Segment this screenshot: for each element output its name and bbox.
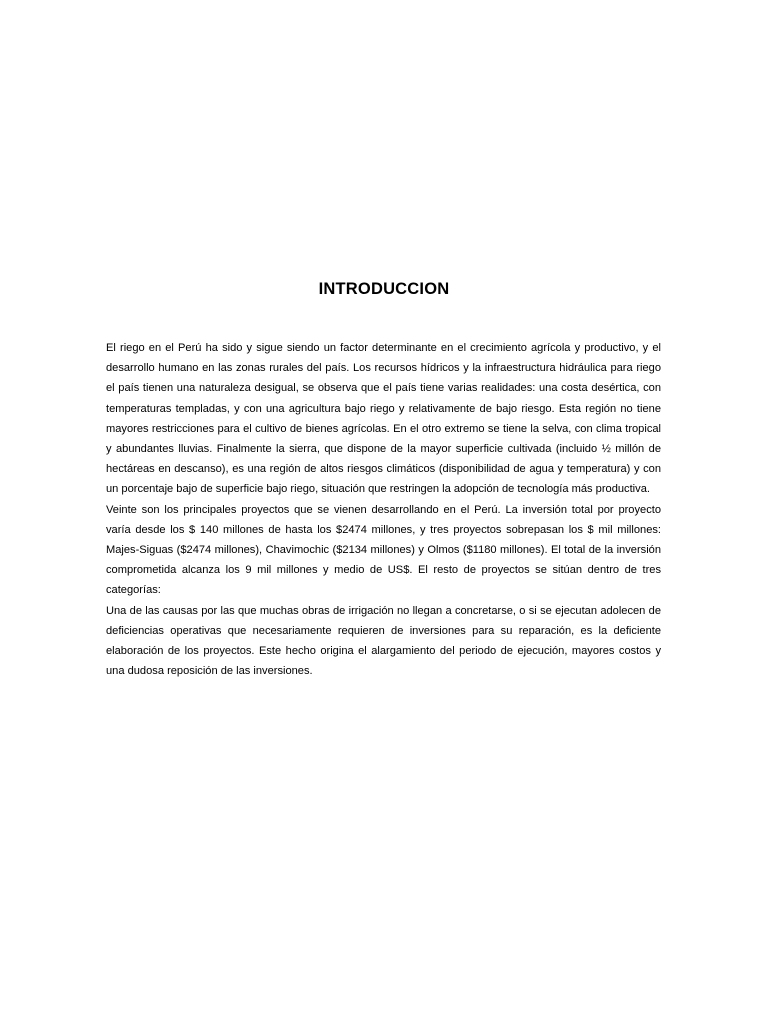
paragraph-3: Una de las causas por las que muchas obras de irrigación no llegan a concretarse, o si se ejecutan adolecen de deficiencias operativas que necesariamente requieren de inversiones para su reparación, es la deficiente elaboración de los proyectos. Este hecho origina el alargamiento del periodo de ejecución, mayores costos y una dudosa reposición de las inversiones.: [106, 604, 661, 678]
paragraph-1: El riego en el Perú ha sido y sigue siendo un factor determinante en el crecimiento agrícola y productivo, y el desarrollo humano en las zonas rurales del país. Los recursos hídricos y la infraestructura hidráulica para riego el país tienen una naturaleza desigual, se observa que el país tiene varias realidades: una costa desértica, con temperaturas templadas, y con una agricultura bajo riego y relativamente de bajo riesgo. Esta región no tiene mayores restricciones para el cultivo de bienes agrícolas. En el otro extremo se tiene la selva, con clima tropical y abundantes lluvias. Finalmente la sierra, que dispone de la mayor superficie cultivada (incluido ½ millón de hectáreas en descanso), es una región de altos riesgos climáticos (disponibilidad de agua y temperatura) y con un porcentaje bajo de superficie bajo riego, situación que restringen la adopción de tecnología más productiva.: [106, 342, 661, 496]
page-title: INTRODUCCION: [318, 280, 450, 298]
document-body: [106, 338, 661, 681]
paragraph-2: Veinte son los principales proyectos que se vienen desarrollando en el Perú. La inversión total por proyecto varía desde los $ 140 millones de hasta los $2474 millones, y tres proyectos sobrepasan los $ mil millones: Majes-Siguas ($2474 millones), Chavimochic ($2134 millones) y Olmos ($1180 millones). El total de la inversión comprometida alcanza los 9 mil millones y medio de US$. El resto de proyectos se sitúan dentro de tres categorías:: [106, 503, 661, 597]
